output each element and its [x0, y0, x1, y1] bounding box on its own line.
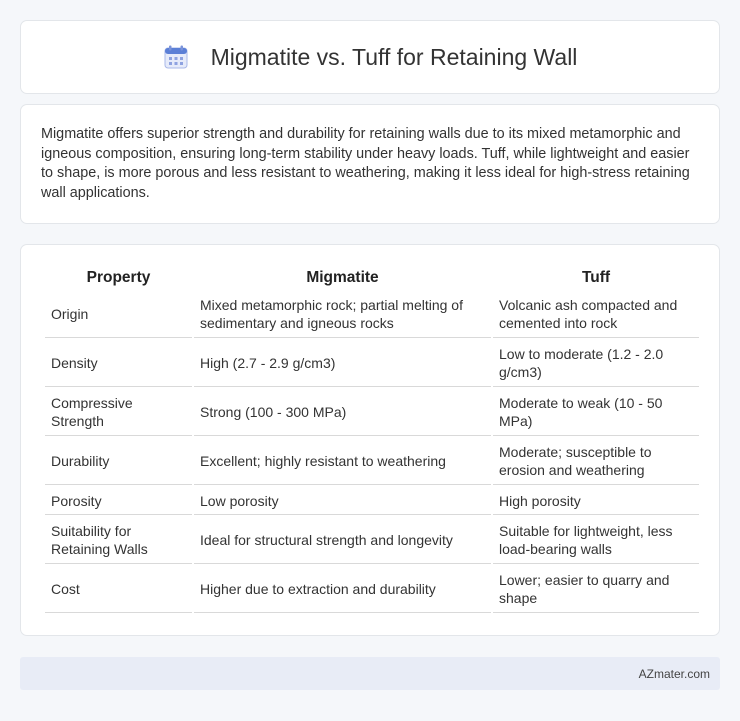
- migmatite-cell: Excellent; highly resistant to weathering: [194, 438, 491, 485]
- tuff-cell: Suitable for lightweight, less load-bearing walls: [493, 517, 699, 564]
- tuff-cell: High porosity: [493, 487, 699, 515]
- table-header-row: [45, 267, 699, 289]
- column-header-property: Property: [86, 269, 151, 286]
- table-row: [45, 340, 699, 387]
- intro-card: [20, 104, 720, 224]
- comparison-table: [43, 265, 701, 615]
- property-cell: Durability: [45, 438, 192, 485]
- table-row: [45, 291, 699, 338]
- property-cell: Origin: [45, 291, 192, 338]
- table-row: [45, 566, 699, 613]
- page-title: Migmatite vs. Tuff for Retaining Wall: [210, 43, 578, 70]
- property-cell: Suitability for Retaining Walls: [45, 517, 192, 564]
- tuff-cell: Moderate to weak (10 - 50 MPa): [493, 389, 699, 436]
- tuff-cell: Low to moderate (1.2 - 2.0 g/cm3): [493, 340, 699, 387]
- migmatite-cell: Mixed metamorphic rock; partial melting of sedimentary and igneous rocks: [194, 291, 491, 338]
- column-header-migmatite: Migmatite: [306, 269, 379, 286]
- intro-text: Migmatite offers superior strength and durability for retaining walls due to its mixed metamorphic and igneous composition, ensuring long-term stability under heavy loads. Tuff, while lightweight and easier to shape, is more porous and less resistant to weathering, making it less ideal for high-stress retaining wall applications.: [41, 126, 690, 201]
- migmatite-cell: Higher due to extraction and durability: [194, 566, 491, 613]
- property-cell: Porosity: [45, 487, 192, 515]
- migmatite-cell: Ideal for structural strength and longevity: [194, 517, 491, 564]
- calendar-icon: [163, 44, 189, 70]
- property-cell: Density: [45, 340, 192, 387]
- table-row: [45, 517, 699, 564]
- footer-brand: AZmater.com: [638, 666, 710, 681]
- table-row: [45, 438, 699, 485]
- column-header-tuff: Tuff: [581, 269, 611, 286]
- table-row: [45, 389, 699, 436]
- footer-bar: [20, 657, 720, 690]
- tuff-cell: Volcanic ash compacted and cemented into rock: [493, 291, 699, 338]
- migmatite-cell: High (2.7 - 2.9 g/cm3): [194, 340, 491, 387]
- title-card: [20, 20, 720, 94]
- table-row: [45, 487, 699, 515]
- property-cell: Compressive Strength: [45, 389, 192, 436]
- migmatite-cell: Low porosity: [194, 487, 491, 515]
- comparison-card: [20, 244, 720, 636]
- property-cell: Cost: [45, 566, 192, 613]
- migmatite-cell: Strong (100 - 300 MPa): [194, 389, 491, 436]
- tuff-cell: Moderate; susceptible to erosion and weathering: [493, 438, 699, 485]
- tuff-cell: Lower; easier to quarry and shape: [493, 566, 699, 613]
